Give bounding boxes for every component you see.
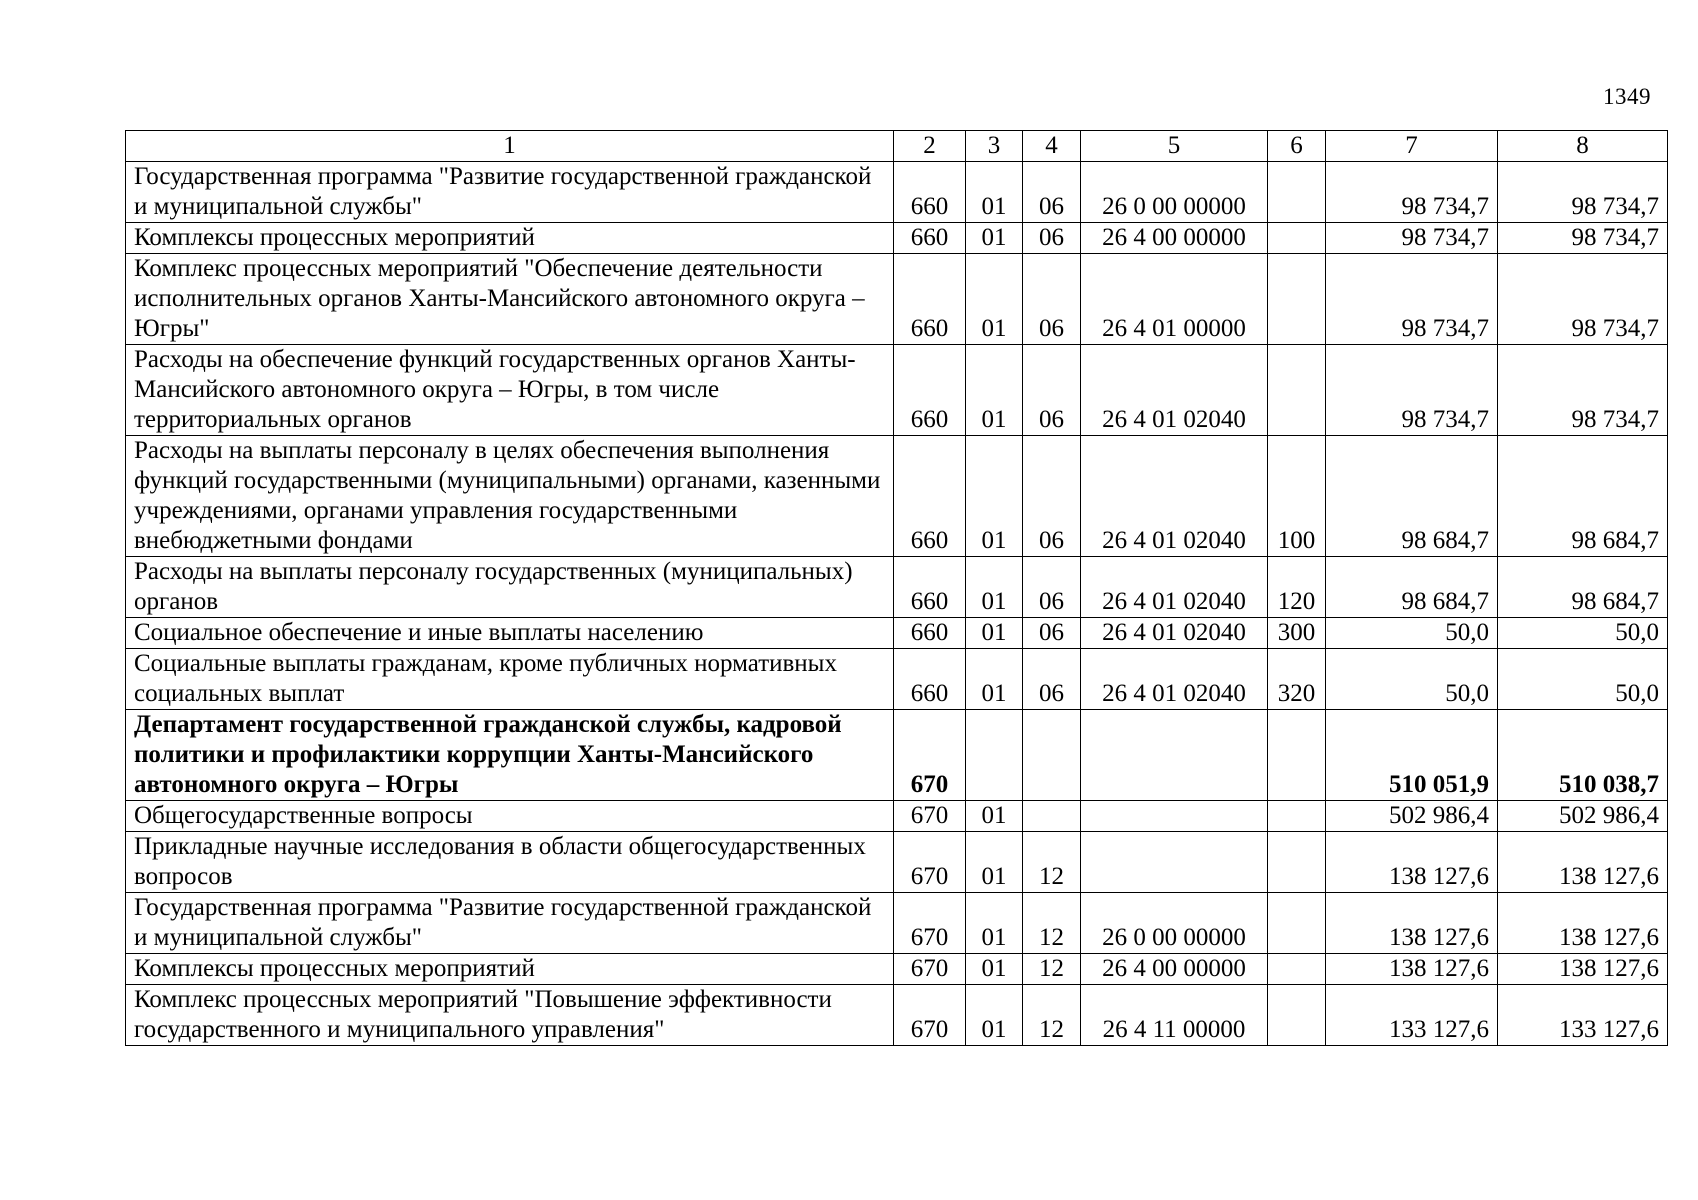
target-article-cell: 26 4 00 00000 [1081, 954, 1268, 985]
ministry-code-cell: 660 [894, 618, 966, 649]
row-name-cell: Общегосударственные вопросы [126, 801, 894, 832]
row-name-cell: Социальное обеспечение и иные выплаты населению [126, 618, 894, 649]
target-article-cell: 26 0 00 00000 [1081, 162, 1268, 223]
page-number: 1349 [1603, 84, 1651, 109]
target-article-cell: 26 4 01 02040 [1081, 436, 1268, 557]
ministry-code-cell: 660 [894, 649, 966, 710]
subsection-code-cell: 06 [1023, 254, 1081, 345]
target-article-cell: 26 4 01 00000 [1081, 254, 1268, 345]
column-number-2: 2 [894, 131, 966, 162]
target-article-cell: 26 4 00 00000 [1081, 223, 1268, 254]
subsection-code-cell [1023, 710, 1081, 801]
expense-type-cell [1268, 345, 1326, 436]
amount-col7-cell: 138 127,6 [1326, 954, 1498, 985]
column-number-5: 5 [1081, 131, 1268, 162]
row-name-cell: Комплекс процессных мероприятий "Повышение эффективности государственного и муниципального управления" [126, 985, 894, 1046]
amount-col8-cell: 98 734,7 [1498, 223, 1668, 254]
target-article-cell [1081, 801, 1268, 832]
column-number-4: 4 [1023, 131, 1081, 162]
section-code-cell: 01 [966, 649, 1023, 710]
amount-col7-cell: 98 734,7 [1326, 345, 1498, 436]
expense-type-cell [1268, 223, 1326, 254]
section-code-cell: 01 [966, 345, 1023, 436]
target-article-cell [1081, 710, 1268, 801]
amount-col7-cell: 502 986,4 [1326, 801, 1498, 832]
row-name-cell: Государственная программа "Развитие государственной гражданской и муниципальной службы" [126, 162, 894, 223]
row-name-cell: Расходы на обеспечение функций государственных органов Ханты-Мансийского автономного округа – Югры, в том числе территориальных органов [126, 345, 894, 436]
amount-col8-cell: 50,0 [1498, 618, 1668, 649]
row-name-cell: Комплекс процессных мероприятий "Обеспечение деятельности исполнительных органов Ханты-Мансийского автономного округа – Югры" [126, 254, 894, 345]
target-article-cell: 26 4 01 02040 [1081, 557, 1268, 618]
row-name-cell: Комплексы процессных мероприятий [126, 954, 894, 985]
amount-col7-cell: 50,0 [1326, 649, 1498, 710]
table-row [126, 436, 1668, 557]
section-code-cell: 01 [966, 954, 1023, 985]
expense-type-cell [1268, 954, 1326, 985]
expense-type-cell [1268, 801, 1326, 832]
ministry-code-cell: 660 [894, 254, 966, 345]
column-number-7: 7 [1326, 131, 1498, 162]
subsection-code-cell: 06 [1023, 557, 1081, 618]
expense-type-cell [1268, 162, 1326, 223]
amount-col7-cell: 133 127,6 [1326, 985, 1498, 1046]
ministry-code-cell: 670 [894, 893, 966, 954]
amount-col8-cell: 138 127,6 [1498, 893, 1668, 954]
column-number-3: 3 [966, 131, 1023, 162]
table-row [126, 801, 1668, 832]
budget-table [125, 130, 1668, 1046]
expense-type-cell: 100 [1268, 436, 1326, 557]
section-code-cell: 01 [966, 893, 1023, 954]
row-name-cell: Комплексы процессных мероприятий [126, 223, 894, 254]
ministry-code-cell: 670 [894, 801, 966, 832]
table-row [126, 345, 1668, 436]
table-row [126, 893, 1668, 954]
expense-type-cell: 300 [1268, 618, 1326, 649]
subsection-code-cell: 12 [1023, 954, 1081, 985]
target-article-cell: 26 4 11 00000 [1081, 985, 1268, 1046]
column-number-1: 1 [126, 131, 894, 162]
row-name-cell: Государственная программа "Развитие государственной гражданской и муниципальной службы" [126, 893, 894, 954]
subsection-code-cell: 12 [1023, 985, 1081, 1046]
expense-type-cell: 320 [1268, 649, 1326, 710]
target-article-cell: 26 0 00 00000 [1081, 893, 1268, 954]
ministry-code-cell: 660 [894, 345, 966, 436]
amount-col8-cell: 510 038,7 [1498, 710, 1668, 801]
section-code-cell: 01 [966, 618, 1023, 649]
amount-col7-cell: 138 127,6 [1326, 832, 1498, 893]
section-code-cell: 01 [966, 223, 1023, 254]
amount-col7-cell: 50,0 [1326, 618, 1498, 649]
row-name-cell: Прикладные научные исследования в области общегосударственных вопросов [126, 832, 894, 893]
row-name-cell: Департамент государственной гражданской службы, кадровой политики и профилактики коррупции Ханты-Мансийского автономного округа – Югры [126, 710, 894, 801]
amount-col8-cell: 98 734,7 [1498, 345, 1668, 436]
amount-col8-cell: 98 684,7 [1498, 557, 1668, 618]
table-row [126, 223, 1668, 254]
amount-col7-cell: 98 734,7 [1326, 254, 1498, 345]
ministry-code-cell: 670 [894, 710, 966, 801]
subsection-code-cell: 12 [1023, 832, 1081, 893]
target-article-cell: 26 4 01 02040 [1081, 618, 1268, 649]
expense-type-cell [1268, 893, 1326, 954]
section-code-cell [966, 710, 1023, 801]
subsection-code-cell [1023, 801, 1081, 832]
target-article-cell: 26 4 01 02040 [1081, 345, 1268, 436]
row-name-cell: Социальные выплаты гражданам, кроме публичных нормативных социальных выплат [126, 649, 894, 710]
target-article-cell: 26 4 01 02040 [1081, 649, 1268, 710]
expense-type-cell [1268, 832, 1326, 893]
ministry-code-cell: 670 [894, 954, 966, 985]
row-name-cell: Расходы на выплаты персоналу государственных (муниципальных) органов [126, 557, 894, 618]
table-row [126, 254, 1668, 345]
amount-col8-cell: 98 684,7 [1498, 436, 1668, 557]
ministry-code-cell: 670 [894, 832, 966, 893]
subsection-code-cell: 06 [1023, 223, 1081, 254]
section-code-cell: 01 [966, 162, 1023, 223]
ministry-code-cell: 660 [894, 223, 966, 254]
ministry-code-cell: 660 [894, 557, 966, 618]
expense-type-cell [1268, 985, 1326, 1046]
ministry-code-cell: 660 [894, 162, 966, 223]
amount-col8-cell: 138 127,6 [1498, 832, 1668, 893]
table-row [126, 832, 1668, 893]
subsection-code-cell: 06 [1023, 345, 1081, 436]
amount-col7-cell: 138 127,6 [1326, 893, 1498, 954]
ministry-code-cell: 660 [894, 436, 966, 557]
table-row [126, 710, 1668, 801]
amount-col7-cell: 98 734,7 [1326, 223, 1498, 254]
target-article-cell [1081, 832, 1268, 893]
subsection-code-cell: 06 [1023, 436, 1081, 557]
amount-col8-cell: 133 127,6 [1498, 985, 1668, 1046]
section-code-cell: 01 [966, 557, 1023, 618]
section-code-cell: 01 [966, 254, 1023, 345]
table-row [126, 954, 1668, 985]
expense-type-cell [1268, 254, 1326, 345]
amount-col8-cell: 138 127,6 [1498, 954, 1668, 985]
table-row [126, 162, 1668, 223]
row-name-cell: Расходы на выплаты персоналу в целях обеспечения выполнения функций государственными (муниципальными) органами, казенными учреждениями, органами управления государственными внебюджетными фондами [126, 436, 894, 557]
table-body [126, 131, 1668, 1046]
section-code-cell: 01 [966, 436, 1023, 557]
table-row [126, 618, 1668, 649]
column-number-row [126, 131, 1668, 162]
amount-col8-cell: 98 734,7 [1498, 254, 1668, 345]
amount-col8-cell: 50,0 [1498, 649, 1668, 710]
subsection-code-cell: 12 [1023, 893, 1081, 954]
expense-type-cell: 120 [1268, 557, 1326, 618]
ministry-code-cell: 670 [894, 985, 966, 1046]
section-code-cell: 01 [966, 985, 1023, 1046]
subsection-code-cell: 06 [1023, 649, 1081, 710]
subsection-code-cell: 06 [1023, 162, 1081, 223]
amount-col7-cell: 98 734,7 [1326, 162, 1498, 223]
amount-col8-cell: 98 734,7 [1498, 162, 1668, 223]
subsection-code-cell: 06 [1023, 618, 1081, 649]
table-row [126, 649, 1668, 710]
amount-col7-cell: 98 684,7 [1326, 436, 1498, 557]
column-number-6: 6 [1268, 131, 1326, 162]
amount-col7-cell: 98 684,7 [1326, 557, 1498, 618]
section-code-cell: 01 [966, 801, 1023, 832]
table-row [126, 985, 1668, 1046]
section-code-cell: 01 [966, 832, 1023, 893]
table-row [126, 557, 1668, 618]
expense-type-cell [1268, 710, 1326, 801]
amount-col8-cell: 502 986,4 [1498, 801, 1668, 832]
amount-col7-cell: 510 051,9 [1326, 710, 1498, 801]
column-number-8: 8 [1498, 131, 1668, 162]
